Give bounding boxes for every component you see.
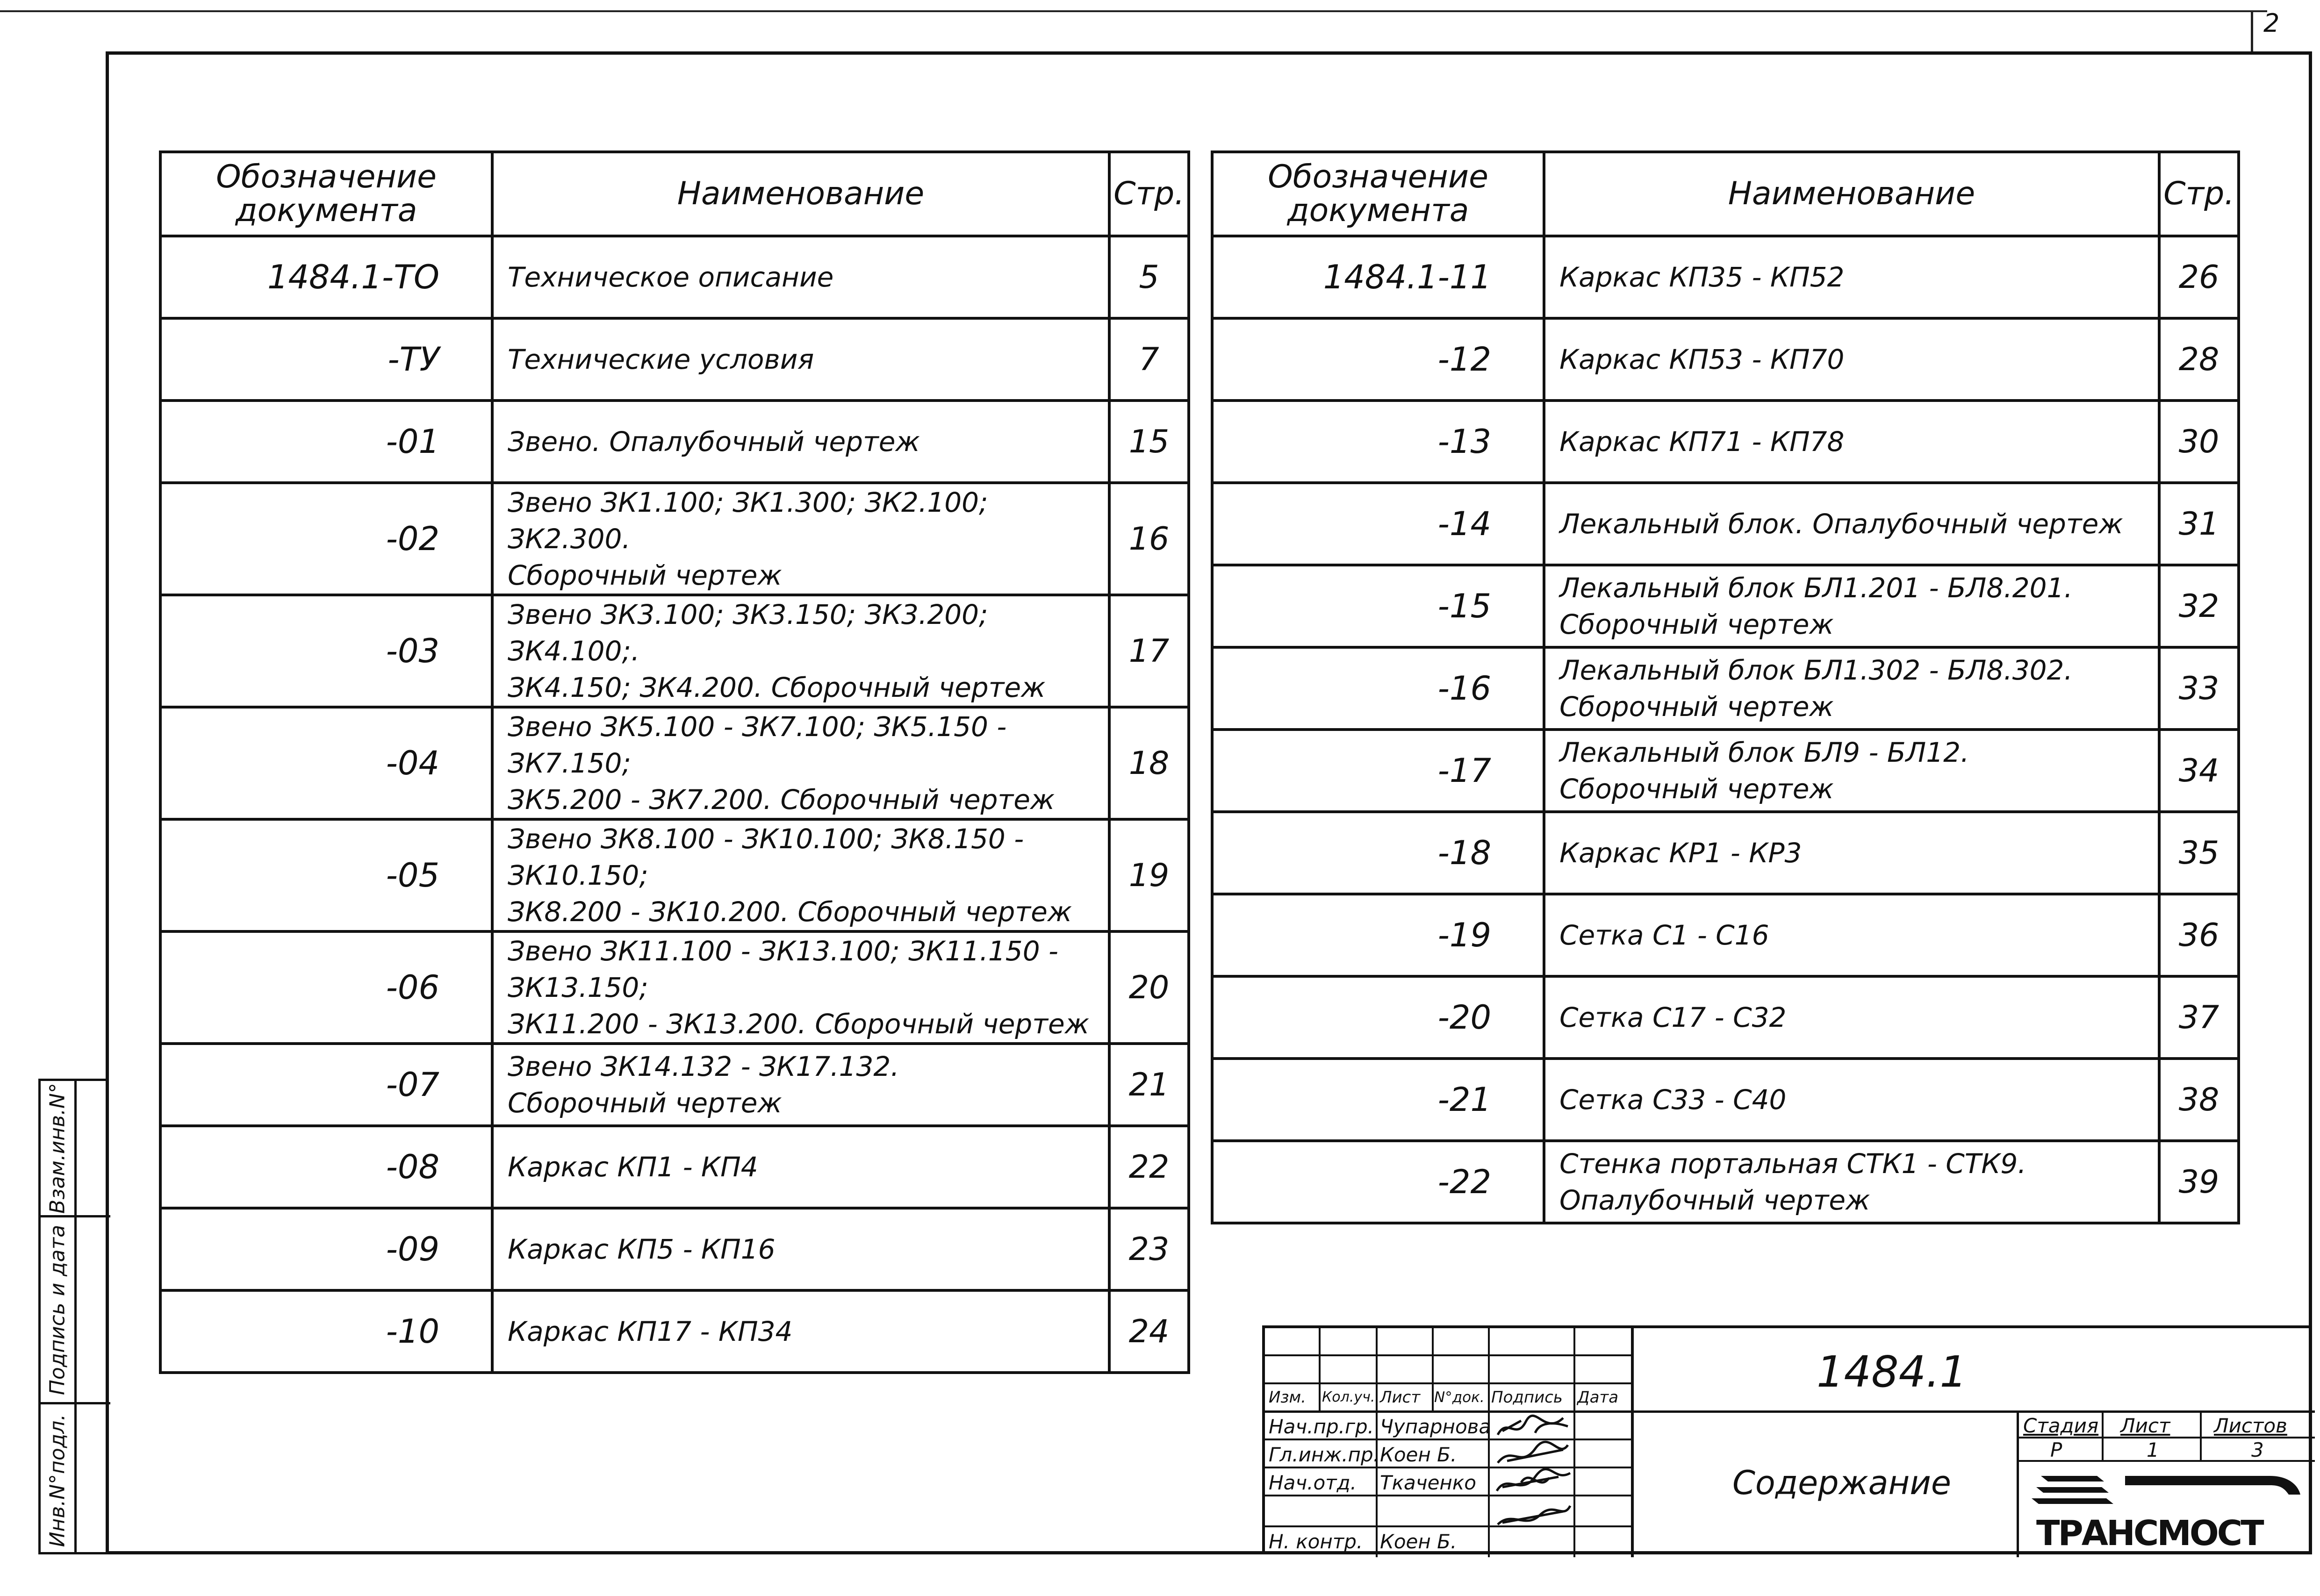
row-page: 38 <box>2159 1059 2239 1141</box>
row-page: 39 <box>2159 1141 2239 1223</box>
tb-name-4: Коен Б. <box>1380 1530 1457 1553</box>
row-page: 34 <box>2159 730 2239 812</box>
row-name: Звено ЗК5.100 - ЗК7.100; ЗК5.150 - ЗК7.150; ЗК5.200 - ЗК7.200. Сборочный чертеж <box>492 707 1109 819</box>
row-designation: -12 <box>1212 318 1544 401</box>
row-designation: -01 <box>160 401 492 483</box>
row-name: Звено ЗК14.132 - ЗК17.132. Сборочный чертеж <box>492 1044 1109 1126</box>
row-name: Лекальный блок БЛ1.302 - БЛ8.302. Сборочный чертеж <box>1544 647 2159 730</box>
contents-table-right <box>1211 150 2240 1224</box>
row-name: Каркас КР1 - КР3 <box>1544 812 2159 894</box>
row-designation: -06 <box>160 931 492 1044</box>
row-page: 18 <box>1109 707 1189 819</box>
table-row <box>160 595 1189 707</box>
row-name: Каркас КП17 - КП34 <box>492 1290 1109 1373</box>
table-row <box>1212 401 2239 483</box>
table-row <box>1212 318 2239 401</box>
contents-table-left <box>159 150 1190 1374</box>
row-name: Каркас КП5 - КП16 <box>492 1208 1109 1290</box>
tb-sheets-label: Листов <box>2214 1414 2287 1437</box>
row-designation: -20 <box>1212 976 1544 1059</box>
row-name: Сетка С17 - С32 <box>1544 976 2159 1059</box>
table-row <box>160 318 1189 401</box>
row-page: 30 <box>2159 401 2239 483</box>
row-designation: 1484.1-ТО <box>160 236 492 318</box>
row-designation: 1484.1-11 <box>1212 236 1544 318</box>
row-name: Каркас КП71 - КП78 <box>1544 401 2159 483</box>
tb-sheet-label: Лист <box>2120 1414 2170 1437</box>
side-strip-label-column <box>41 1081 74 1552</box>
top-border-line <box>0 10 2267 12</box>
row-designation: -07 <box>160 1044 492 1126</box>
row-page: 22 <box>1109 1126 1189 1208</box>
table-row <box>1212 647 2239 730</box>
tb-header-podpis: Подпись <box>1491 1388 1563 1407</box>
tb-sheet: 1 <box>2147 1439 2159 1461</box>
row-designation: -ТУ <box>160 318 492 401</box>
tb-stage: Р <box>2050 1439 2062 1461</box>
side-label-vzam-inv: Взам.инв.N° <box>45 1082 70 1214</box>
row-name: Техническое описание <box>492 236 1109 318</box>
row-name: Каркас КП1 - КП4 <box>492 1126 1109 1208</box>
side-label-inv-podl: Инв.N°подл. <box>45 1414 70 1547</box>
sheet-corner-number: 2 <box>2263 8 2280 38</box>
row-page: 5 <box>1109 236 1189 318</box>
table-row <box>1212 894 2239 976</box>
row-page: 7 <box>1109 318 1189 401</box>
tb-doc-title: Содержание <box>1732 1464 1951 1502</box>
row-page: 20 <box>1109 931 1189 1044</box>
row-name: Звено. Опалубочный чертеж <box>492 401 1109 483</box>
row-page: 19 <box>1109 819 1189 931</box>
table-row <box>1212 565 2239 647</box>
transmost-logo-text: ТРАНСМОСТ <box>2036 1513 2263 1553</box>
tb-doc-number: 1484.1 <box>1817 1347 1967 1397</box>
row-designation: -02 <box>160 483 492 595</box>
row-name: Сетка С1 - С16 <box>1544 894 2159 976</box>
row-designation: -21 <box>1212 1059 1544 1141</box>
row-designation: -13 <box>1212 401 1544 483</box>
table-row <box>160 819 1189 931</box>
table-row <box>1212 812 2239 894</box>
row-name: Стенка портальная СТК1 - СТК9. Опалубочный чертеж <box>1544 1141 2159 1223</box>
row-designation: -05 <box>160 819 492 931</box>
tb-header-izm: Изм. <box>1269 1388 1306 1407</box>
row-name: Каркас КП35 - КП52 <box>1544 236 2159 318</box>
row-name: Звено ЗК11.100 - ЗК13.100; ЗК11.150 - ЗК13.150; ЗК11.200 - ЗК13.200. Сборочный чертеж <box>492 931 1109 1044</box>
side-label-podpis-data: Подпись и дата <box>45 1224 70 1395</box>
table-row <box>1212 976 2239 1059</box>
row-page: 21 <box>1109 1044 1189 1126</box>
tb-sheets: 3 <box>2251 1439 2264 1461</box>
row-page: 28 <box>2159 318 2239 401</box>
row-page: 33 <box>2159 647 2239 730</box>
tb-role-0: Нач.пр.гр. <box>1269 1415 1374 1438</box>
header-page: Стр. <box>2159 152 2239 236</box>
table-row <box>1212 1141 2239 1223</box>
signature-scribbles <box>1493 1412 1573 1529</box>
row-page: 15 <box>1109 401 1189 483</box>
row-page: 26 <box>2159 236 2239 318</box>
row-page: 31 <box>2159 483 2239 565</box>
sheet-corner <box>2251 10 2320 52</box>
row-designation: -04 <box>160 707 492 819</box>
table-row <box>160 1290 1189 1373</box>
row-page: 37 <box>2159 976 2239 1059</box>
table-row <box>1212 730 2239 812</box>
header-page: Стр. <box>1109 152 1189 236</box>
table-row <box>160 1208 1189 1290</box>
row-designation: -14 <box>1212 483 1544 565</box>
row-designation: -09 <box>160 1208 492 1290</box>
row-name: Каркас КП53 - КП70 <box>1544 318 2159 401</box>
tb-role-2: Нач.отд. <box>1269 1471 1357 1494</box>
table-header-row <box>160 152 1189 236</box>
row-name: Звено ЗК8.100 - ЗК10.100; ЗК8.150 - ЗК10.150; ЗК8.200 - ЗК10.200. Сборочный чертеж <box>492 819 1109 931</box>
header-name: Наименование <box>1544 152 2159 236</box>
header-designation: Обозначение документа <box>1212 152 1544 236</box>
title-block <box>1262 1325 2312 1554</box>
table-row <box>1212 1059 2239 1141</box>
row-designation: -03 <box>160 595 492 707</box>
row-designation: -19 <box>1212 894 1544 976</box>
table-row <box>160 1044 1189 1126</box>
tb-stage-label: Стадия <box>2023 1414 2099 1437</box>
row-designation: -16 <box>1212 647 1544 730</box>
table-row <box>160 931 1189 1044</box>
row-name: Сетка С33 - С40 <box>1544 1059 2159 1141</box>
tb-name-0: Чупарнова <box>1380 1415 1491 1438</box>
row-designation: -10 <box>160 1290 492 1373</box>
table-row <box>160 1126 1189 1208</box>
side-strip <box>38 1079 107 1554</box>
row-page: 36 <box>2159 894 2239 976</box>
row-name: Лекальный блок БЛ1.201 - БЛ8.201. Сборочный чертеж <box>1544 565 2159 647</box>
tb-header-list: Лист <box>1380 1388 1421 1407</box>
row-page: 23 <box>1109 1208 1189 1290</box>
tb-header-kol-uch: Кол.уч. <box>1322 1389 1375 1405</box>
table-row <box>160 401 1189 483</box>
row-name: Технические условия <box>492 318 1109 401</box>
row-name: Лекальный блок. Опалубочный чертеж <box>1544 483 2159 565</box>
row-designation: -15 <box>1212 565 1544 647</box>
row-page: 32 <box>2159 565 2239 647</box>
tb-header-data: Дата <box>1577 1388 1619 1407</box>
row-page: 35 <box>2159 812 2239 894</box>
table-row <box>1212 483 2239 565</box>
table-header-row <box>1212 152 2239 236</box>
tb-role-4: Н. контр. <box>1269 1530 1363 1553</box>
row-designation: -17 <box>1212 730 1544 812</box>
tb-role-1: Гл.инж.пр. <box>1269 1443 1380 1466</box>
table-row <box>160 483 1189 595</box>
side-strip-value-column <box>74 1081 110 1552</box>
tb-header-n-dok: N°док. <box>1434 1389 1485 1406</box>
table-row <box>1212 236 2239 318</box>
row-designation: -22 <box>1212 1141 1544 1223</box>
row-name: Звено ЗК3.100; ЗК3.150; ЗК3.200; ЗК4.100;. ЗК4.150; ЗК4.200. Сборочный чертеж <box>492 595 1109 707</box>
header-designation: Обозначение документа <box>160 152 492 236</box>
row-designation: -08 <box>160 1126 492 1208</box>
row-designation: -18 <box>1212 812 1544 894</box>
row-name: Звено ЗК1.100; ЗК1.300; ЗК2.100; ЗК2.300. Сборочный чертеж <box>492 483 1109 595</box>
table-row <box>160 236 1189 318</box>
header-name: Наименование <box>492 152 1109 236</box>
tb-name-1: Коен Б. <box>1380 1443 1457 1466</box>
row-name: Лекальный блок БЛ9 - БЛ12. Сборочный чертеж <box>1544 730 2159 812</box>
row-page: 24 <box>1109 1290 1189 1373</box>
tb-name-2: Ткаченко <box>1380 1471 1476 1494</box>
row-page: 16 <box>1109 483 1189 595</box>
row-page: 17 <box>1109 595 1189 707</box>
table-row <box>160 707 1189 819</box>
